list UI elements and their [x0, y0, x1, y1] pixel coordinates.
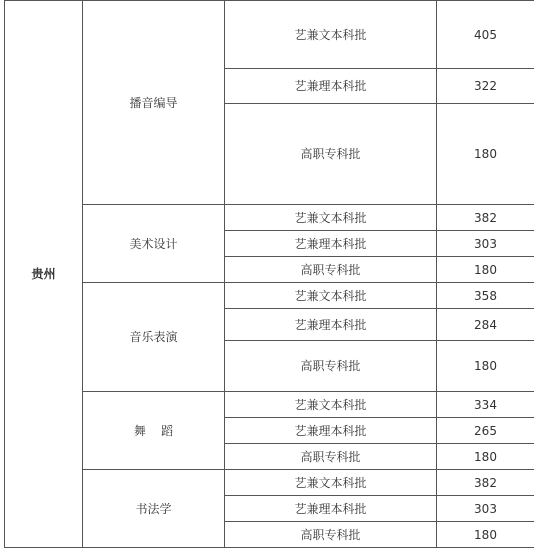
score-cell: 180	[437, 257, 534, 283]
major-label: 播音编导	[129, 95, 178, 110]
score-cell: 303	[437, 496, 534, 522]
score-cell: 180	[437, 341, 534, 392]
batch-cell: 艺兼文本科批	[225, 1, 437, 69]
province-cell: 贵州	[5, 1, 83, 548]
major-cell	[83, 283, 225, 392]
batch-cell: 高职专科批	[225, 522, 437, 548]
table-row	[5, 470, 534, 496]
batch-cell: 艺兼文本科批	[225, 470, 437, 496]
table-row	[5, 392, 534, 418]
batch-cell: 艺兼理本科批	[225, 231, 437, 257]
batch-cell: 艺兼理本科批	[225, 418, 437, 444]
score-cell: 180	[437, 522, 534, 548]
batch-cell: 艺兼文本科批	[225, 392, 437, 418]
major-label: 美术设计	[129, 236, 178, 251]
score-cell: 322	[437, 69, 534, 104]
score-cell: 382	[437, 205, 534, 231]
score-cell: 180	[437, 444, 534, 470]
score-cell: 405	[437, 1, 534, 69]
score-table	[4, 0, 534, 548]
score-cell: 334	[437, 392, 534, 418]
major-label: 舞 蹈	[133, 423, 174, 438]
score-cell: 358	[437, 283, 534, 309]
major-cell	[83, 1, 225, 205]
batch-cell: 高职专科批	[225, 104, 437, 205]
score-cell: 180	[437, 104, 534, 205]
score-cell: 284	[437, 309, 534, 341]
score-cell: 265	[437, 418, 534, 444]
major-label: 音乐表演	[129, 330, 178, 344]
table-row	[5, 205, 534, 231]
major-cell	[83, 392, 225, 470]
score-cell: 382	[437, 470, 534, 496]
major-cell	[83, 205, 225, 283]
score-cell: 303	[437, 231, 534, 257]
table-row	[5, 1, 534, 69]
batch-cell: 艺兼理本科批	[225, 69, 437, 104]
batch-cell: 艺兼理本科批	[225, 496, 437, 522]
batch-cell: 高职专科批	[225, 444, 437, 470]
batch-cell: 高职专科批	[225, 257, 437, 283]
batch-cell: 艺兼文本科批	[225, 283, 437, 309]
batch-cell: 高职专科批	[225, 341, 437, 392]
batch-cell: 艺兼理本科批	[225, 309, 437, 341]
batch-cell: 艺兼文本科批	[225, 205, 437, 231]
major-label: 书法学	[135, 501, 172, 516]
major-cell	[83, 470, 225, 548]
table-row	[5, 283, 534, 309]
